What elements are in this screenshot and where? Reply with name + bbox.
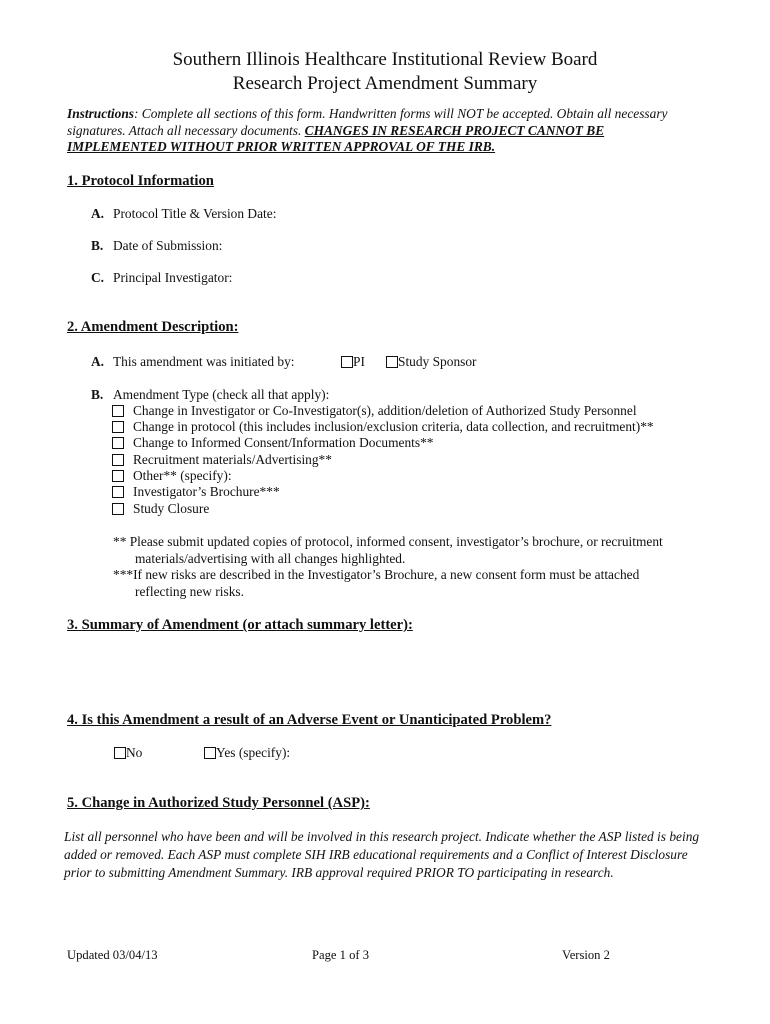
- note-line: ***If new risks are described in the Investigator’s Brochure, a new consent form must be attached: [113, 567, 640, 582]
- adverse-event-yes-checkbox[interactable]: [204, 745, 290, 761]
- option-label: Change to Informed Consent/Information Documents**: [133, 435, 434, 450]
- checkbox[interactable]: [204, 747, 216, 759]
- adverse-event-no-checkbox[interactable]: [114, 745, 142, 761]
- form-title: Southern Illinois Healthcare Institutional Review Board: [172, 49, 598, 70]
- footer-page-number: Page 1 of 3: [312, 948, 370, 962]
- option-label: Change in protocol (this includes inclusion/exclusion criteria, data collection, and recruitment)**: [133, 419, 654, 434]
- checkbox[interactable]: [112, 421, 124, 433]
- section3-heading: 3. Summary of Amendment (or attach summary letter):: [67, 617, 413, 633]
- type-option-recruitment[interactable]: [112, 452, 332, 468]
- checkbox[interactable]: [112, 437, 124, 449]
- instructions-emphasis: CHANGES IN RESEARCH PROJECT CANNOT BE IMPLEMENTED WITHOUT PRIOR WRITTEN APPROVAL OF THE IRB.: [67, 122, 605, 154]
- field-label: Protocol Title & Version Date:: [113, 206, 277, 221]
- item-letter: C.: [91, 270, 105, 285]
- checkbox-label: PI: [353, 354, 365, 369]
- type-option-closure[interactable]: [112, 501, 209, 517]
- checkbox[interactable]: [114, 747, 126, 759]
- type-option-consent[interactable]: [112, 435, 434, 451]
- type-option-brochure[interactable]: [112, 484, 280, 500]
- checkbox[interactable]: [112, 470, 124, 482]
- form-subtitle: Research Project Amendment Summary: [232, 73, 538, 94]
- checkbox-label: Yes (specify):: [216, 745, 291, 760]
- amendment-type-row: [91, 387, 329, 403]
- initiated-by-sponsor-checkbox[interactable]: [386, 354, 477, 370]
- submission-date-field[interactable]: [91, 238, 222, 254]
- option-label: Other** (specify):: [133, 468, 232, 483]
- section1-heading: 1. Protocol Information: [67, 173, 214, 189]
- note-line: ** Please submit updated copies of protocol, informed consent, investigator’s brochure, or recruitment: [113, 534, 663, 549]
- checkbox-label: No: [126, 745, 143, 760]
- item-letter: B.: [91, 387, 104, 402]
- instructions-label: Instructions: [67, 106, 134, 121]
- initiated-by-pi-checkbox[interactable]: [341, 354, 365, 370]
- instructions-text: : Complete all sections of this form. Handwritten forms will NOT be accepted. Obtain all necessary signatures. Attach all necessary documents.: [67, 106, 668, 138]
- amendment-type-label: Amendment Type (check all that apply):: [113, 387, 330, 402]
- item-letter: A.: [91, 354, 105, 369]
- initiated-by-row: [91, 354, 294, 370]
- section4-heading: 4. Is this Amendment a result of an Adverse Event or Unanticipated Problem?: [67, 712, 552, 728]
- instructions: [67, 106, 707, 156]
- field-label: Date of Submission:: [113, 238, 223, 253]
- checkbox[interactable]: [112, 405, 124, 417]
- type-option-protocol[interactable]: [112, 419, 654, 435]
- note-submit-copies: [113, 534, 713, 600]
- item-letter: B.: [91, 238, 104, 253]
- checkbox[interactable]: [112, 486, 124, 498]
- principal-investigator-field[interactable]: [91, 270, 232, 286]
- checkbox[interactable]: [112, 503, 124, 515]
- section5-heading: 5. Change in Authorized Study Personnel (ASP):: [67, 795, 370, 811]
- option-label: Change in Investigator or Co-Investigator(s), addition/deletion of Authorized Study Personnel: [133, 403, 637, 418]
- protocol-title-field[interactable]: [91, 206, 276, 222]
- footer-version: Version 2: [562, 948, 610, 962]
- type-option-other[interactable]: [112, 468, 232, 484]
- checkbox[interactable]: [112, 454, 124, 466]
- type-option-investigator[interactable]: [112, 403, 637, 419]
- checkbox[interactable]: [341, 356, 353, 368]
- field-label: Principal Investigator:: [113, 270, 233, 285]
- option-label: Recruitment materials/Advertising**: [133, 452, 332, 467]
- checkbox[interactable]: [386, 356, 398, 368]
- checkbox-label: Study Sponsor: [398, 354, 477, 369]
- item-letter: A.: [91, 206, 105, 221]
- note-line: materials/advertising with all changes highlighted.: [135, 550, 406, 566]
- footer-updated: Updated 03/04/13: [67, 948, 158, 962]
- initiated-by-label: This amendment was initiated by:: [113, 354, 295, 369]
- asp-instructions: List all personnel who have been and will be involved in this research project. Indicate whether the ASP listed is being added or removed. Each ASP must complete SIH IRB educational requirements and a Conflict of Interest Disclosure prior to submitting Amendment Summary. IRB approval required PRIOR TO participating in research.: [64, 829, 700, 880]
- note-line: reflecting new risks.: [135, 583, 244, 599]
- section2-heading: 2. Amendment Description:: [67, 319, 239, 335]
- option-label: Study Closure: [133, 501, 210, 516]
- option-label: Investigator’s Brochure***: [133, 484, 280, 499]
